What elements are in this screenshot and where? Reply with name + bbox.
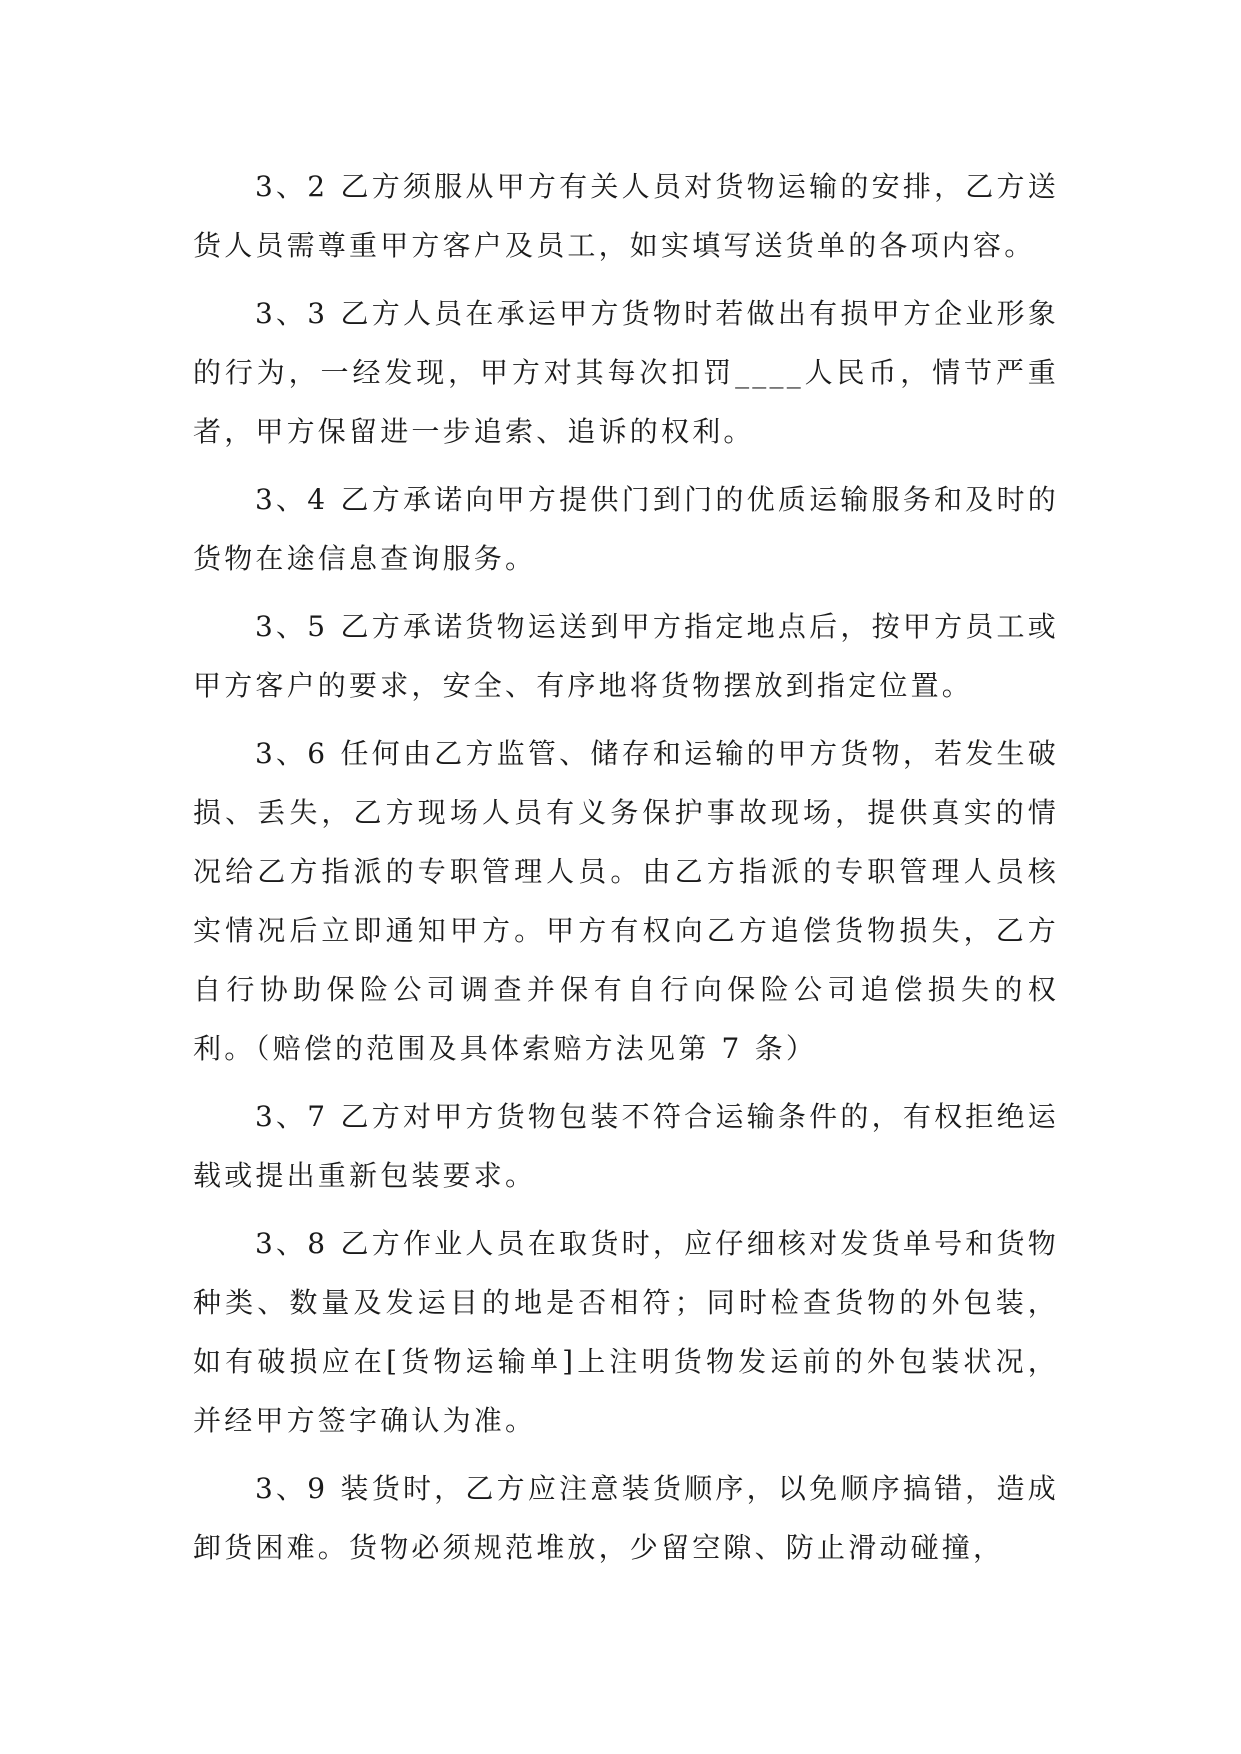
clause-3-6: 3、6 任何由乙方监管、储存和运输的甲方货物，若发生破损、丢失，乙方现场人员有义务保护事故现场，提供真实的情况给乙方指派的专职管理人员。由乙方指派的专职管理人员核实情况后立即通知甲方。甲方有权向乙方追偿货物损失，乙方自行协助保险公司调查并保有自行向保险公司追偿损失的权利。（赔偿的范围及具体索赔方法见第 7 条） (193, 737, 1059, 1065)
clause-3-4: 3、4 乙方承诺向甲方提供门到门的优质运输服务和及时的货物在途信息查询服务。 (193, 483, 1059, 575)
document-body (193, 157, 1059, 1586)
clause-3-9: 3、9 装货时，乙方应注意装货顺序，以免顺序搞错，造成卸货困难。货物必须规范堆放，少留空隙、防止滑动碰撞， (193, 1472, 1059, 1564)
clause-3-7: 3、7 乙方对甲方货物包装不符合运输条件的，有权拒绝运载或提出重新包装要求。 (193, 1100, 1059, 1192)
clause-3-3: 3、3 乙方人员在承运甲方货物时若做出有损甲方企业形象的行为，一经发现，甲方对其每次扣罚____人民币，情节严重者，甲方保留进一步追索、追诉的权利。 (193, 297, 1059, 448)
clause-3-8: 3、8 乙方作业人员在取货时，应仔细核对发货单号和货物种类、数量及发运目的地是否相符；同时检查货物的外包装，如有破损应在[货物运输单]上注明货物发运前的外包装状况，并经甲方签字确认为准。 (193, 1227, 1059, 1437)
clause-3-2: 3、2 乙方须服从甲方有关人员对货物运输的安排，乙方送货人员需尊重甲方客户及员工，如实填写送货单的各项内容。 (193, 170, 1059, 262)
clause-3-5: 3、5 乙方承诺货物运送到甲方指定地点后，按甲方员工或甲方客户的要求，安全、有序地将货物摆放到指定位置。 (193, 610, 1059, 702)
